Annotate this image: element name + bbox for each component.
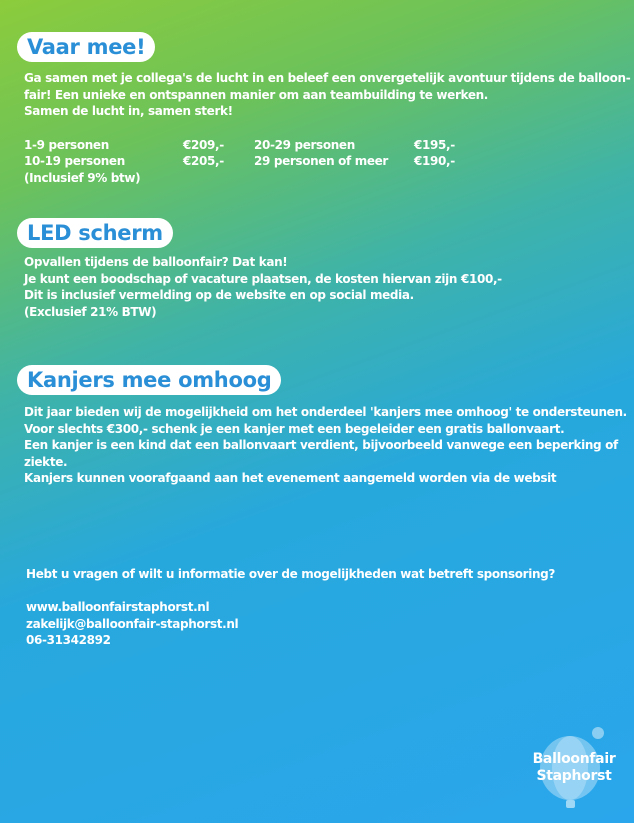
led-line: Dit is inclusief vermelding op de website en op social media. [24,288,414,302]
led-line: Je kunt een boodschap of vacature plaatsen, de kosten hiervan zijn €100,- [24,271,502,286]
price-value: €209,- [183,138,224,152]
vat-note: (Inclusief 9% btw) [24,171,141,185]
led-line: Opvallen tijdens de balloonfair? Dat kan! [24,255,288,269]
led-line: (Exclusief 21% BTW) [24,304,157,319]
price-group-label: 20-29 personen [254,138,355,152]
kanjers-line: Voor slechts €300,- schenk je een kanjer met een begeleider een gratis ballonvaart. [24,421,565,436]
email-link[interactable]: zakelijk@balloonfair-staphorst.nl [26,616,239,631]
price-value: €195,- [414,138,455,152]
phone-number: 06-31342892 [26,633,111,647]
contact-question: Hebt u vragen of wilt u informatie over de mogelijkheden wat betreft sponsoring? [26,567,556,581]
kanjers-line: Dit jaar bieden wij de mogelijkheid om het onderdeel 'kanjers mee omhoog' te ondersteunen. [24,405,627,419]
balloonfair-logo [524,724,624,812]
section-title-vaar-mee: Vaar mee! [17,32,155,62]
price-group-label: 29 personen of meer [254,154,389,168]
website-link[interactable]: www.balloonfairstaphorst.nl [26,600,210,614]
price-value: €190,- [414,154,455,168]
section-title-kanjers: Kanjers mee omhoog [17,365,281,395]
section-title-led-scherm: LED scherm [17,218,173,248]
price-group-label: 10-19 personen [24,154,125,168]
kanjers-text [24,404,627,487]
intro-line: fair! Een unieke en ontspannen manier om aan teambuilding te werken. [24,87,489,102]
logo-line2: Staphorst [536,768,612,784]
kanjers-line: Een kanjer is een kind dat een ballonvaart verdient, bijvoorbeeld vanwege een beperking of [24,438,618,452]
logo-line1: Balloonfair [532,751,616,767]
intro-line: Samen de lucht in, samen sterk! [24,104,233,118]
section-intro-text [24,70,630,120]
kanjers-line: Kanjers kunnen voorafgaand aan het evenement aangemeld worden via de websit [24,471,557,485]
intro-line: Ga samen met je collega's de lucht in en beleef een onvergetelijk avontuur tijdens de balloon- [24,71,631,85]
contact-block [26,566,555,649]
kanjers-line: ziekte. [24,454,68,469]
price-group-label: 1-9 personen [24,138,109,152]
price-value: €205,- [183,154,224,168]
led-text [24,254,502,320]
